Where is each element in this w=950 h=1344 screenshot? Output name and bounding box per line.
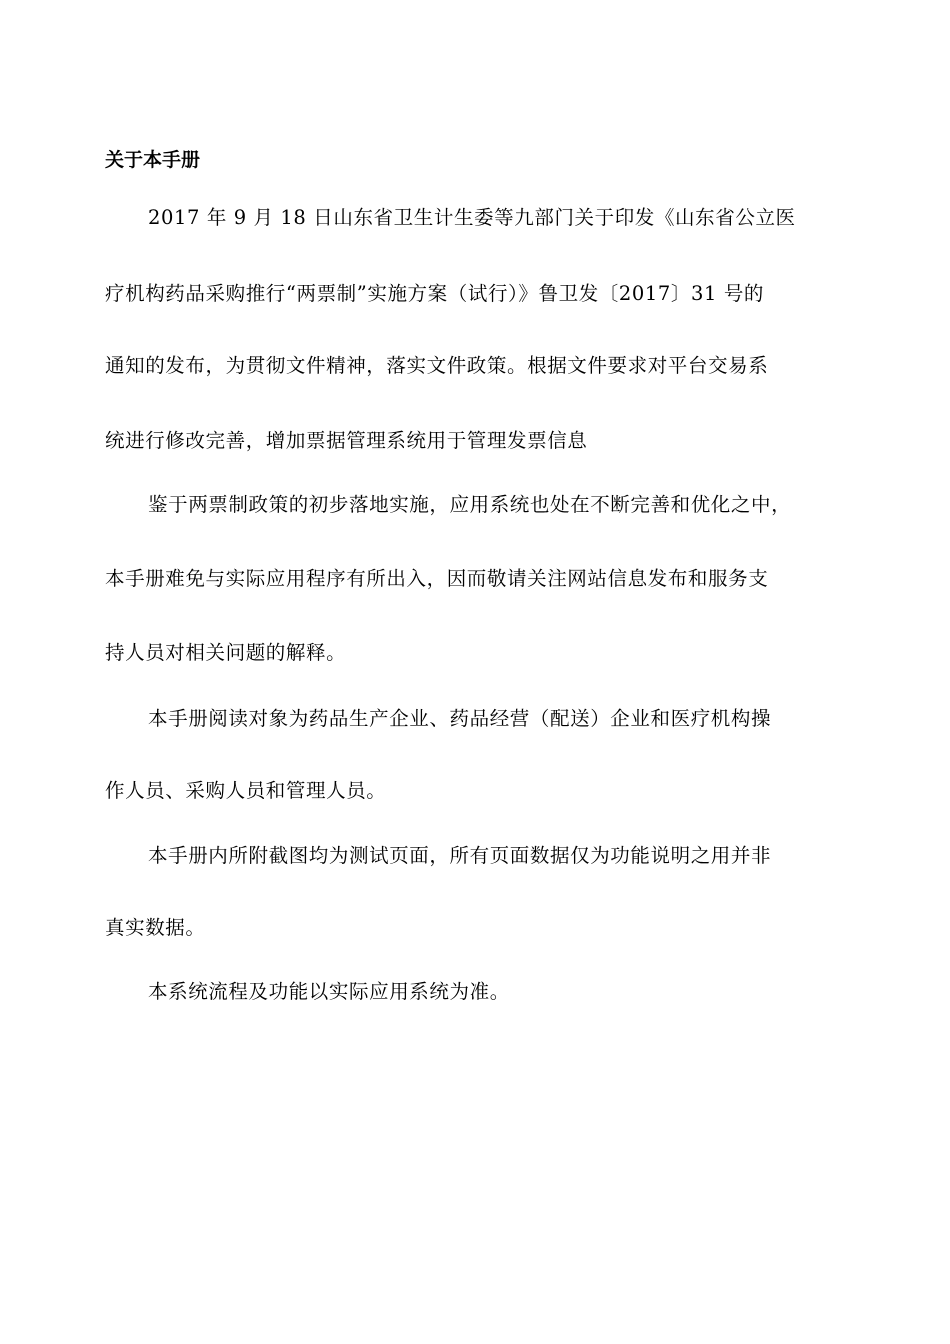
paragraph-1-line-1: 2017 年 9 月 18 日山东省卫生计生委等九部门关于印发《山东省公立医 [148,206,796,229]
section-title: 关于本手册 [105,149,201,171]
paragraph-3-line-2: 作人员、采购人员和管理人员。 [105,779,387,802]
paragraph-2-line-2: 本手册难免与实际应用程序有所出入，因而敬请关注网站信息发布和服务支 [105,567,769,590]
paragraph-2-line-3: 持人员对相关问题的解释。 [105,641,347,664]
paragraph-1-line-3: 通知的发布，为贯彻文件精神，落实文件政策。根据文件要求对平台交易系 [105,354,769,377]
paragraph-2-line-1: 鉴于两票制政策的初步落地实施，应用系统也处在不断完善和优化之中， [148,493,792,516]
paragraph-1-line-4: 统进行修改完善，增加票据管理系统用于管理发票信息 [105,429,588,452]
paragraph-4-line-2: 真实数据。 [105,916,206,939]
paragraph-1-line-2: 疗机构药品采购推行“两票制”实施方案（试行）》鲁卫发〔2017〕31 号的 [105,282,765,305]
paragraph-4-line-1: 本手册内所附截图均为测试页面，所有页面数据仅为功能说明之用并非 [148,844,772,867]
paragraph-3-line-1: 本手册阅读对象为药品生产企业、药品经营（配送）企业和医疗机构操 [148,707,772,730]
paragraph-5-line-1: 本系统流程及功能以实际应用系统为准。 [148,980,510,1003]
